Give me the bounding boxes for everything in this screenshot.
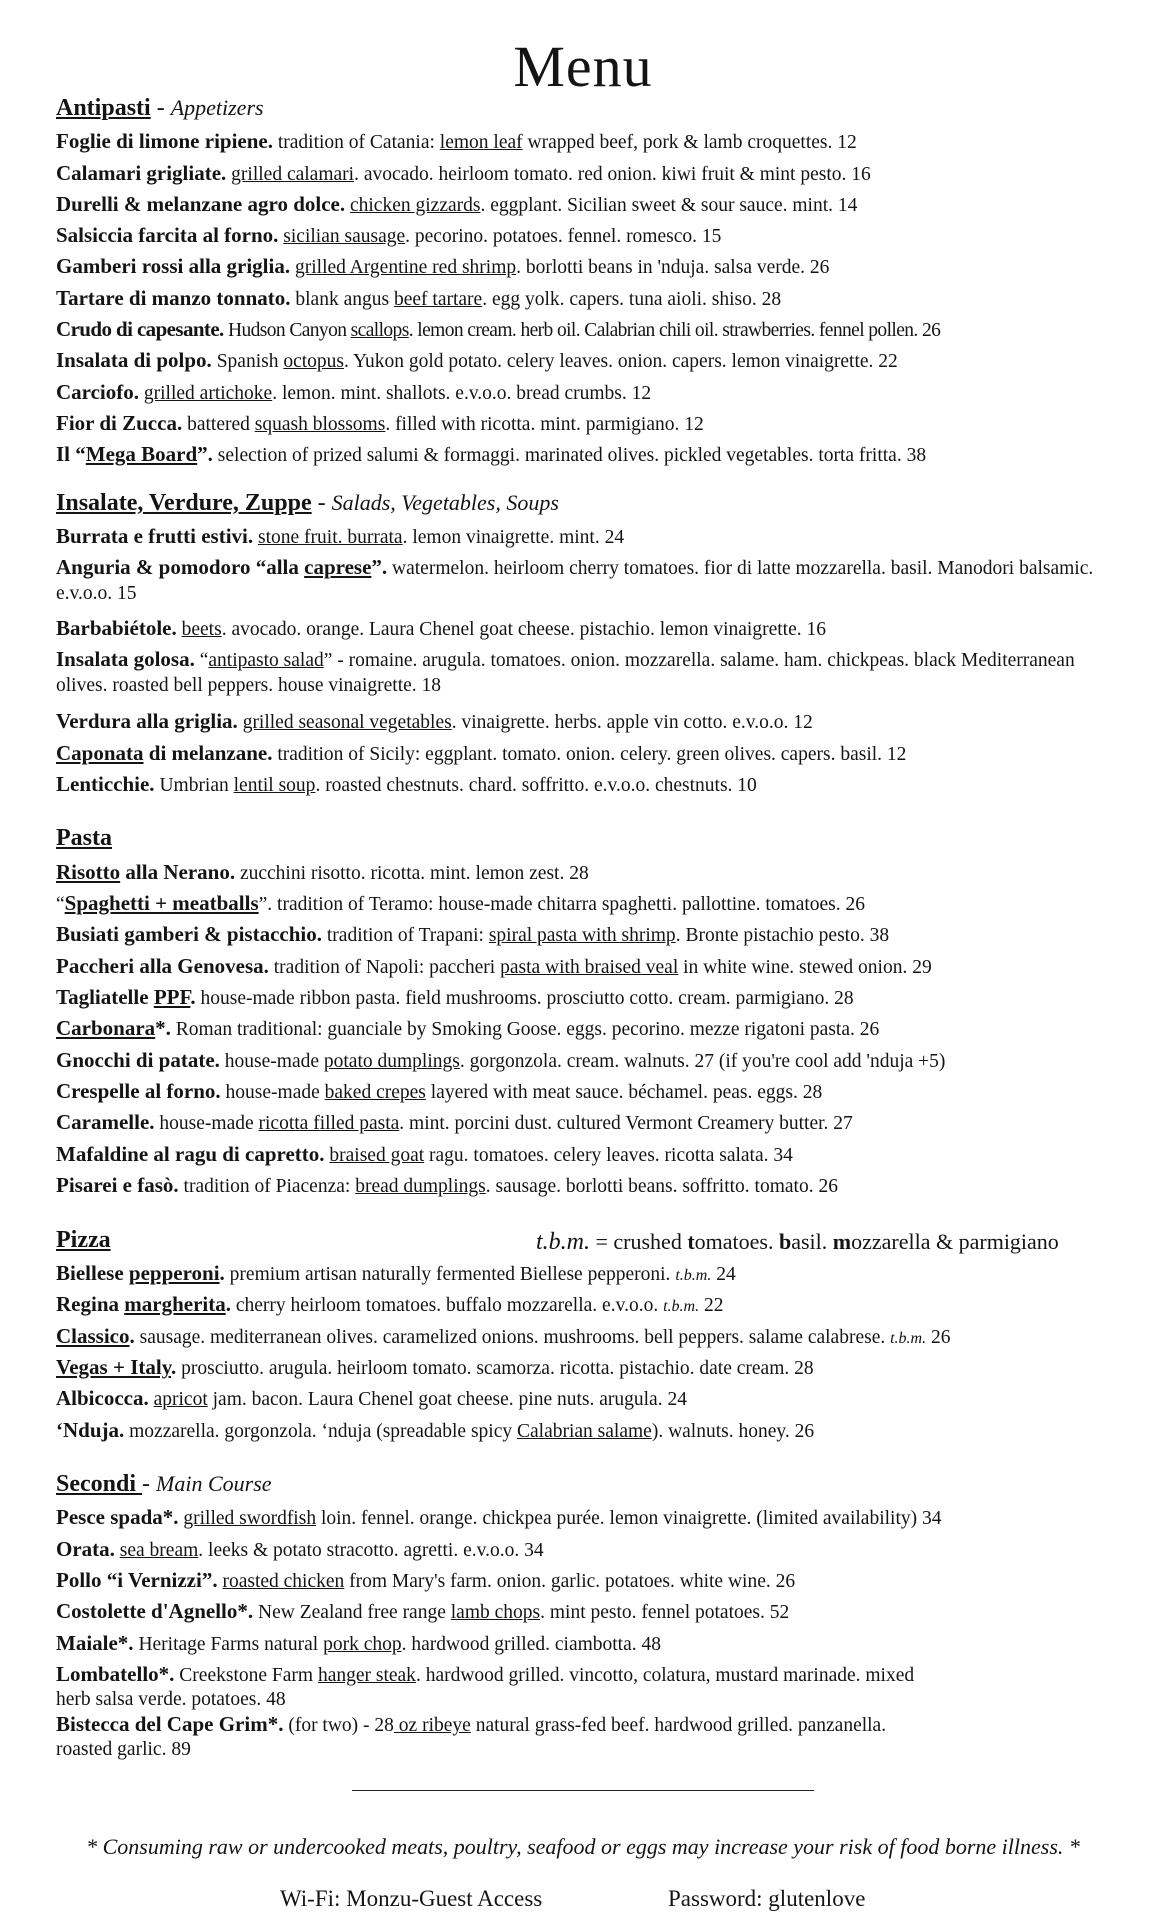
item-highlight: potato dumplings	[323, 1051, 460, 1072]
menu-item	[56, 709, 1116, 735]
section-separator: -	[311, 490, 332, 516]
section-header-pasta	[56, 824, 112, 852]
item-desc: . Bronte pistachio pesto. 38	[675, 925, 890, 946]
item-highlight: grilled artichoke	[143, 383, 273, 404]
item-highlight: caprese	[304, 555, 372, 579]
item-highlight: octopus	[283, 351, 344, 372]
menu-item	[56, 129, 1116, 155]
item-name-part: .	[190, 985, 196, 1009]
item-name: Pisarei e fasò.	[56, 1173, 179, 1197]
item-name	[56, 1261, 225, 1285]
item-desc: blank angus	[290, 289, 394, 310]
item-desc: roasted garlic. 89	[56, 1739, 191, 1760]
item-highlight: chicken gizzards	[349, 195, 481, 216]
item-highlight: pepperoni	[128, 1261, 220, 1285]
item-desc: New Zealand free range	[253, 1602, 451, 1623]
item-desc: . hardwood grilled. vincotto, colatura, mustard marinade. mixed	[415, 1665, 915, 1686]
item-name: Calamari grigliate.	[56, 161, 227, 185]
menu-item	[56, 922, 1116, 948]
legend-letter: b	[778, 1229, 792, 1254]
item-desc: (for two) - 28	[283, 1715, 394, 1736]
item-desc: house-made ribbon pasta. field mushrooms. prosciutto cotto. cream. parmigiano. 28	[195, 988, 854, 1009]
menu-item	[56, 524, 1116, 550]
item-highlight: lentil soup	[233, 775, 316, 796]
menu-item	[56, 1568, 1116, 1594]
menu-item	[56, 1599, 1116, 1625]
item-name-part: *.	[155, 1016, 171, 1040]
item-highlight: margherita	[124, 1292, 226, 1316]
item-desc: . vinaigrette. herbs. apple vin cotto. e.v.o.o. 12	[451, 712, 813, 733]
item-desc: watermelon. heirloom cherry tomatoes. fior di latte mozzarella. basil. Manodori balsamic. e.v.o.o. 15	[56, 558, 1094, 604]
item-name	[56, 985, 196, 1009]
item-name: Mafaldine al ragu di capretto.	[56, 1142, 325, 1166]
menu-item	[56, 741, 1116, 767]
item-highlight: Classico	[56, 1324, 130, 1348]
item-desc: . mint. porcini dust. cultured Vermont Creamery butter. 27	[399, 1113, 853, 1134]
item-highlight: lemon leaf	[439, 132, 523, 153]
menu-item	[56, 555, 1116, 606]
menu-item	[56, 772, 1116, 798]
item-highlight: apricot	[153, 1389, 208, 1410]
item-name-part: .	[171, 1355, 177, 1379]
item-highlight: stone fruit. burrata	[258, 527, 403, 548]
item-price: 22	[699, 1295, 724, 1316]
wifi-network: Wi-Fi: Monzu-Guest Access	[280, 1886, 543, 1911]
item-desc: . avocado. heirloom tomato. red onion. kiwi fruit & mint pesto. 16	[354, 164, 871, 185]
item-desc: layered with meat sauce. béchamel. peas. eggs. 28	[425, 1082, 823, 1103]
item-desc: ). walnuts. honey. 26	[651, 1421, 815, 1442]
item-desc: wrapped beef, pork & lamb croquettes. 12	[522, 132, 857, 153]
menu-item	[56, 1292, 1116, 1319]
menu-title: Menu	[513, 34, 653, 99]
menu-item	[56, 254, 1116, 280]
menu-item	[56, 223, 1116, 249]
item-desc: jam. bacon. Laura Chenel goat cheese. pine nuts. arugula. 24	[207, 1389, 687, 1410]
item-desc: . avocado. orange. Laura Chenel goat cheese. pistachio. lemon vinaigrette. 16	[221, 619, 826, 640]
menu-item	[56, 954, 1116, 980]
item-highlight: Calabrian salame	[517, 1421, 652, 1442]
section-title: Antipasti	[56, 95, 151, 121]
item-desc: zucchini risotto. ricotta. mint. lemon zest. 28	[235, 863, 589, 884]
menu-item	[56, 1142, 1116, 1168]
menu-item	[56, 348, 1116, 374]
menu-item	[56, 1016, 1116, 1042]
section-subtitle: Salads, Vegetables, Soups	[331, 490, 559, 515]
item-desc: . filled with ricotta. mint. parmigiano. 12	[385, 414, 704, 435]
item-name: Foglie di limone ripiene.	[56, 129, 273, 153]
section-separator: -	[142, 1471, 157, 1497]
item-highlight: ricotta filled pasta	[258, 1113, 400, 1134]
item-desc: . pecorino. potatoes. fennel. romesco. 15	[405, 226, 722, 247]
menu-item	[56, 1079, 1116, 1105]
item-desc: . eggplant. Sicilian sweet & sour sauce. mint. 14	[480, 195, 858, 216]
menu-item	[56, 1386, 1116, 1412]
item-name: Bistecca del Cape Grim*.	[56, 1712, 284, 1736]
item-name-part: Il “	[56, 442, 86, 466]
item-name-part: ”.	[197, 442, 213, 466]
item-name: Carciofo.	[56, 380, 140, 404]
item-desc: ”. tradition of Teramo: house-made chitarra spaghetti. pallottine. tomatoes. 26	[258, 894, 866, 915]
item-desc: . sausage. borlotti beans. soffritto. tomato. 26	[485, 1176, 838, 1197]
item-highlight: pasta with braised veal	[500, 957, 679, 978]
item-name	[56, 1292, 231, 1316]
section-title: Pizza	[56, 1227, 111, 1253]
food-safety-disclaimer: * Consuming raw or undercooked meats, poultry, seafood or eggs may increase your risk of food borne illness. *	[86, 1834, 1080, 1859]
menu-item	[56, 616, 1116, 642]
item-highlight: grilled swordfish	[183, 1508, 317, 1529]
item-highlight: sicilian sausage	[283, 226, 406, 247]
item-highlight: lamb chops	[450, 1602, 541, 1623]
item-name	[56, 1324, 135, 1348]
item-name: Fior di Zucca.	[56, 411, 183, 435]
menu-item	[56, 161, 1116, 187]
legend-text: ozzarella & parmigiano	[851, 1229, 1059, 1254]
section-title: Pasta	[56, 825, 112, 851]
item-tbm: t.b.m.	[675, 1267, 712, 1284]
item-desc: Umbrian	[154, 775, 234, 796]
item-highlight: Mega Board	[85, 442, 198, 466]
item-desc: Roman traditional: guanciale by Smoking Goose. eggs. pecorino. mezze rigatoni pasta. 26	[170, 1019, 880, 1040]
item-desc: tradition of Piacenza:	[178, 1176, 356, 1197]
legend-letter: t	[687, 1229, 695, 1254]
menu-item	[56, 317, 1116, 343]
pizza-legend	[536, 1228, 1059, 1256]
item-highlight: Caponata	[56, 741, 144, 765]
item-name: Insalata golosa.	[56, 647, 195, 671]
item-name-part: .	[219, 1261, 225, 1285]
menu-item	[56, 1173, 1116, 1199]
item-desc: tradition of Sicily: eggplant. tomato. onion. celery. green olives. capers. basil. 12	[272, 744, 907, 765]
item-highlight: pork chop	[323, 1634, 402, 1655]
item-name-part: Biellese	[56, 1261, 129, 1285]
item-desc: . hardwood grilled. ciambotta. 48	[401, 1634, 662, 1655]
item-highlight: Risotto	[56, 860, 121, 884]
item-desc: . roasted chestnuts. chard. soffritto. e.v.o.o. chestnuts. 10	[315, 775, 757, 796]
item-desc: prosciutto. arugula. heirloom tomato. scamorza. ricotta. pistachio. date cream. 28	[176, 1358, 814, 1379]
item-name: ‘Nduja.	[56, 1418, 125, 1442]
menu-item	[56, 860, 1116, 886]
item-desc: mozzarella. gorgonzola. ‘nduja (spreadable spicy	[124, 1421, 517, 1442]
item-name-part: .	[225, 1292, 231, 1316]
item-highlight: sea bream	[119, 1540, 199, 1561]
item-name-part: Tagliatelle	[56, 985, 154, 1009]
menu-item	[56, 1537, 1116, 1563]
item-name-part: Regina	[56, 1292, 125, 1316]
item-desc: Hudson Canyon	[223, 320, 351, 341]
menu-item	[56, 891, 1116, 917]
item-desc: from Mary's farm. onion. garlic. potatoes. white wine. 26	[344, 1571, 796, 1592]
menu-item	[56, 647, 1116, 698]
item-name: Pollo “i Vernizzi”.	[56, 1568, 218, 1592]
item-desc: herb salsa verde. potatoes. 48	[56, 1689, 286, 1710]
item-highlight: roasted chicken	[222, 1571, 345, 1592]
item-desc: cherry heirloom tomatoes. buffalo mozzarella. e.v.o.o.	[230, 1295, 664, 1316]
section-header-pizza	[56, 1226, 111, 1254]
item-name: Albicocca.	[56, 1386, 149, 1410]
item-desc: natural grass-fed beef. hardwood grilled. panzanella.	[470, 1715, 887, 1736]
item-desc: tradition of Trapani:	[322, 925, 489, 946]
item-desc: Creekstone Farm	[174, 1665, 318, 1686]
section-header-secondi	[56, 1470, 272, 1498]
footer-divider	[352, 1790, 814, 1791]
item-tbm: t.b.m.	[890, 1330, 927, 1347]
item-name	[56, 555, 387, 579]
item-name: Gnocchi di patate.	[56, 1048, 220, 1072]
item-name	[56, 741, 272, 765]
menu-item	[56, 1048, 1116, 1074]
item-desc: . gorgonzola. cream. walnuts. 27 (if you're cool add 'nduja +5)	[459, 1051, 946, 1072]
item-desc: Heritage Farms natural	[133, 1634, 324, 1655]
menu-item	[56, 1631, 1116, 1657]
item-desc: battered	[182, 414, 255, 435]
item-name	[56, 860, 235, 884]
item-desc: . lemon cream. herb oil. Calabrian chili oil. strawberries. fennel pollen. 26	[408, 320, 941, 341]
item-name: Barbabiétole.	[56, 616, 177, 640]
item-desc: premium artisan naturally fermented Biellese pepperoni.	[224, 1264, 676, 1285]
item-desc: Spanish	[211, 351, 284, 372]
item-name: Orata.	[56, 1537, 115, 1561]
section-separator: -	[150, 95, 171, 121]
item-desc: . leeks & potato stracotto. agretti. e.v.o.o. 34	[198, 1540, 544, 1561]
item-tbm: t.b.m.	[663, 1298, 700, 1315]
item-desc: house-made	[220, 1082, 325, 1103]
legend-abbr: t.b.m.	[536, 1229, 590, 1255]
item-name	[56, 1016, 171, 1040]
item-name	[56, 1355, 176, 1379]
item-desc: “	[194, 650, 209, 671]
legend-text: asil.	[791, 1229, 833, 1254]
item-highlight: beets	[181, 619, 222, 640]
item-price: 24	[711, 1264, 736, 1285]
menu-item	[56, 1505, 1116, 1531]
item-name: Crespelle al forno.	[56, 1079, 221, 1103]
section-title: Insalate, Verdure, Zuppe	[56, 490, 312, 516]
item-highlight: PPF	[153, 985, 191, 1009]
item-desc: . egg yolk. capers. tuna aioli. shiso. 28	[482, 289, 782, 310]
item-name: Tartare di manzo tonnato.	[56, 286, 291, 310]
item-highlight: braised goat	[329, 1145, 425, 1166]
menu-item	[56, 380, 1116, 406]
item-name: Busiati gamberi & pistacchio.	[56, 922, 322, 946]
legend-text: omatoes.	[694, 1229, 779, 1254]
item-name: Caramelle.	[56, 1110, 155, 1134]
menu-item	[56, 192, 1116, 218]
item-desc: tradition of Catania:	[272, 132, 440, 153]
item-highlight: baked crepes	[324, 1082, 426, 1103]
item-desc: . Yukon gold potato. celery leaves. onion. capers. lemon vinaigrette. 22	[344, 351, 898, 372]
item-desc: . lemon vinaigrette. mint. 24	[402, 527, 625, 548]
item-name: Gamberi rossi alla griglia.	[56, 254, 291, 278]
item-name-part: Anguria & pomodoro “alla	[56, 555, 305, 579]
menu-item	[56, 1662, 1116, 1688]
item-highlight: beef tartare	[393, 289, 483, 310]
menu-item	[56, 1324, 1116, 1351]
item-highlight: grilled calamari	[231, 164, 355, 185]
item-name: Lombatello*.	[56, 1662, 175, 1686]
item-name: Durelli & melanzane agro dolce.	[56, 192, 346, 216]
item-desc: . borlotti beans in 'nduja. salsa verde. 26	[516, 257, 830, 278]
item-desc: in white wine. stewed onion. 29	[678, 957, 932, 978]
item-name-part: .	[129, 1324, 135, 1348]
item-name-part: di melanzane.	[143, 741, 273, 765]
item-name: Crudo di capesante.	[56, 317, 224, 341]
menu-item-continuation	[56, 1737, 1116, 1762]
item-price: 26	[926, 1327, 951, 1348]
menu-item	[56, 286, 1116, 312]
item-name-part: ”.	[371, 555, 388, 579]
item-highlight: antipasto salad	[208, 650, 324, 671]
item-desc: selection of prized salumi & formaggi. marinated olives. pickled vegetables. torta fritta. 38	[212, 445, 927, 466]
item-name: Costolette d'Agnello*.	[56, 1599, 254, 1623]
item-desc: sausage. mediterranean olives. caramelized onions. mushrooms. bell peppers. salame calabrese.	[134, 1327, 891, 1348]
item-highlight: oz ribeye	[393, 1715, 471, 1736]
item-desc: . mint pesto. fennel potatoes. 52	[540, 1602, 790, 1623]
item-highlight: Vegas + Italy	[56, 1355, 172, 1379]
item-desc: tradition of Napoli: paccheri	[268, 957, 501, 978]
item-name: Verdura alla griglia.	[56, 709, 238, 733]
menu-item-mega-board	[56, 442, 1116, 468]
menu-item	[56, 1418, 1116, 1444]
menu-item	[56, 411, 1116, 437]
section-subtitle: Appetizers	[170, 95, 264, 120]
item-name: Insalata di polpo.	[56, 348, 212, 372]
item-highlight: spiral pasta with shrimp	[488, 925, 676, 946]
section-header-antipasti	[56, 94, 264, 122]
item-name: Salsiccia farcita al forno.	[56, 223, 279, 247]
menu-item	[56, 1261, 1116, 1288]
legend-text: = crushed	[590, 1229, 688, 1254]
section-title: Secondi	[56, 1471, 143, 1497]
section-subtitle: Main Course	[156, 1471, 272, 1496]
item-name: Pesce spada*.	[56, 1505, 179, 1529]
menu-item	[56, 1355, 1116, 1381]
item-highlight: hanger steak	[317, 1665, 416, 1686]
item-name: Paccheri alla Genovesa.	[56, 954, 269, 978]
item-desc: ” - romaine. arugula. tomatoes. onion. mozzarella. salame. ham. chickpeas. black Mediterranean olives. roasted bell peppers. house vinaigrette. 18	[56, 650, 1075, 696]
item-name: Maiale*.	[56, 1631, 134, 1655]
item-highlight: scallops	[350, 320, 409, 341]
item-desc: house-made	[154, 1113, 259, 1134]
menu-item	[56, 1712, 1116, 1738]
menu-item	[56, 985, 1116, 1011]
item-highlight: Spaghetti + meatballs	[64, 891, 259, 915]
item-desc: ragu. tomatoes. celery leaves. ricotta salata. 34	[424, 1145, 793, 1166]
item-highlight: squash blossoms	[254, 414, 386, 435]
item-desc: loin. fennel. orange. chickpea purée. lemon vinaigrette. (limited availability) 34	[316, 1508, 942, 1529]
wifi-password: Password: glutenlove	[668, 1886, 866, 1911]
item-highlight: grilled Argentine red shrimp	[294, 257, 517, 278]
item-name	[65, 891, 259, 915]
item-name	[56, 442, 213, 466]
item-highlight: Carbonara	[56, 1016, 156, 1040]
section-header-insalate	[56, 489, 559, 517]
item-name: Burrata e frutti estivi.	[56, 524, 254, 548]
item-name: Lenticchie.	[56, 772, 155, 796]
item-highlight: grilled seasonal vegetables	[242, 712, 452, 733]
item-desc: house-made	[219, 1051, 324, 1072]
item-desc: . lemon. mint. shallots. e.v.o.o. bread crumbs. 12	[272, 383, 652, 404]
item-highlight: bread dumplings	[355, 1176, 486, 1197]
menu-item	[56, 1110, 1116, 1136]
menu-item-continuation	[56, 1687, 1116, 1712]
legend-letter: m	[832, 1229, 852, 1254]
item-name-part: alla Nerano.	[120, 860, 236, 884]
item-desc: “	[56, 894, 65, 915]
